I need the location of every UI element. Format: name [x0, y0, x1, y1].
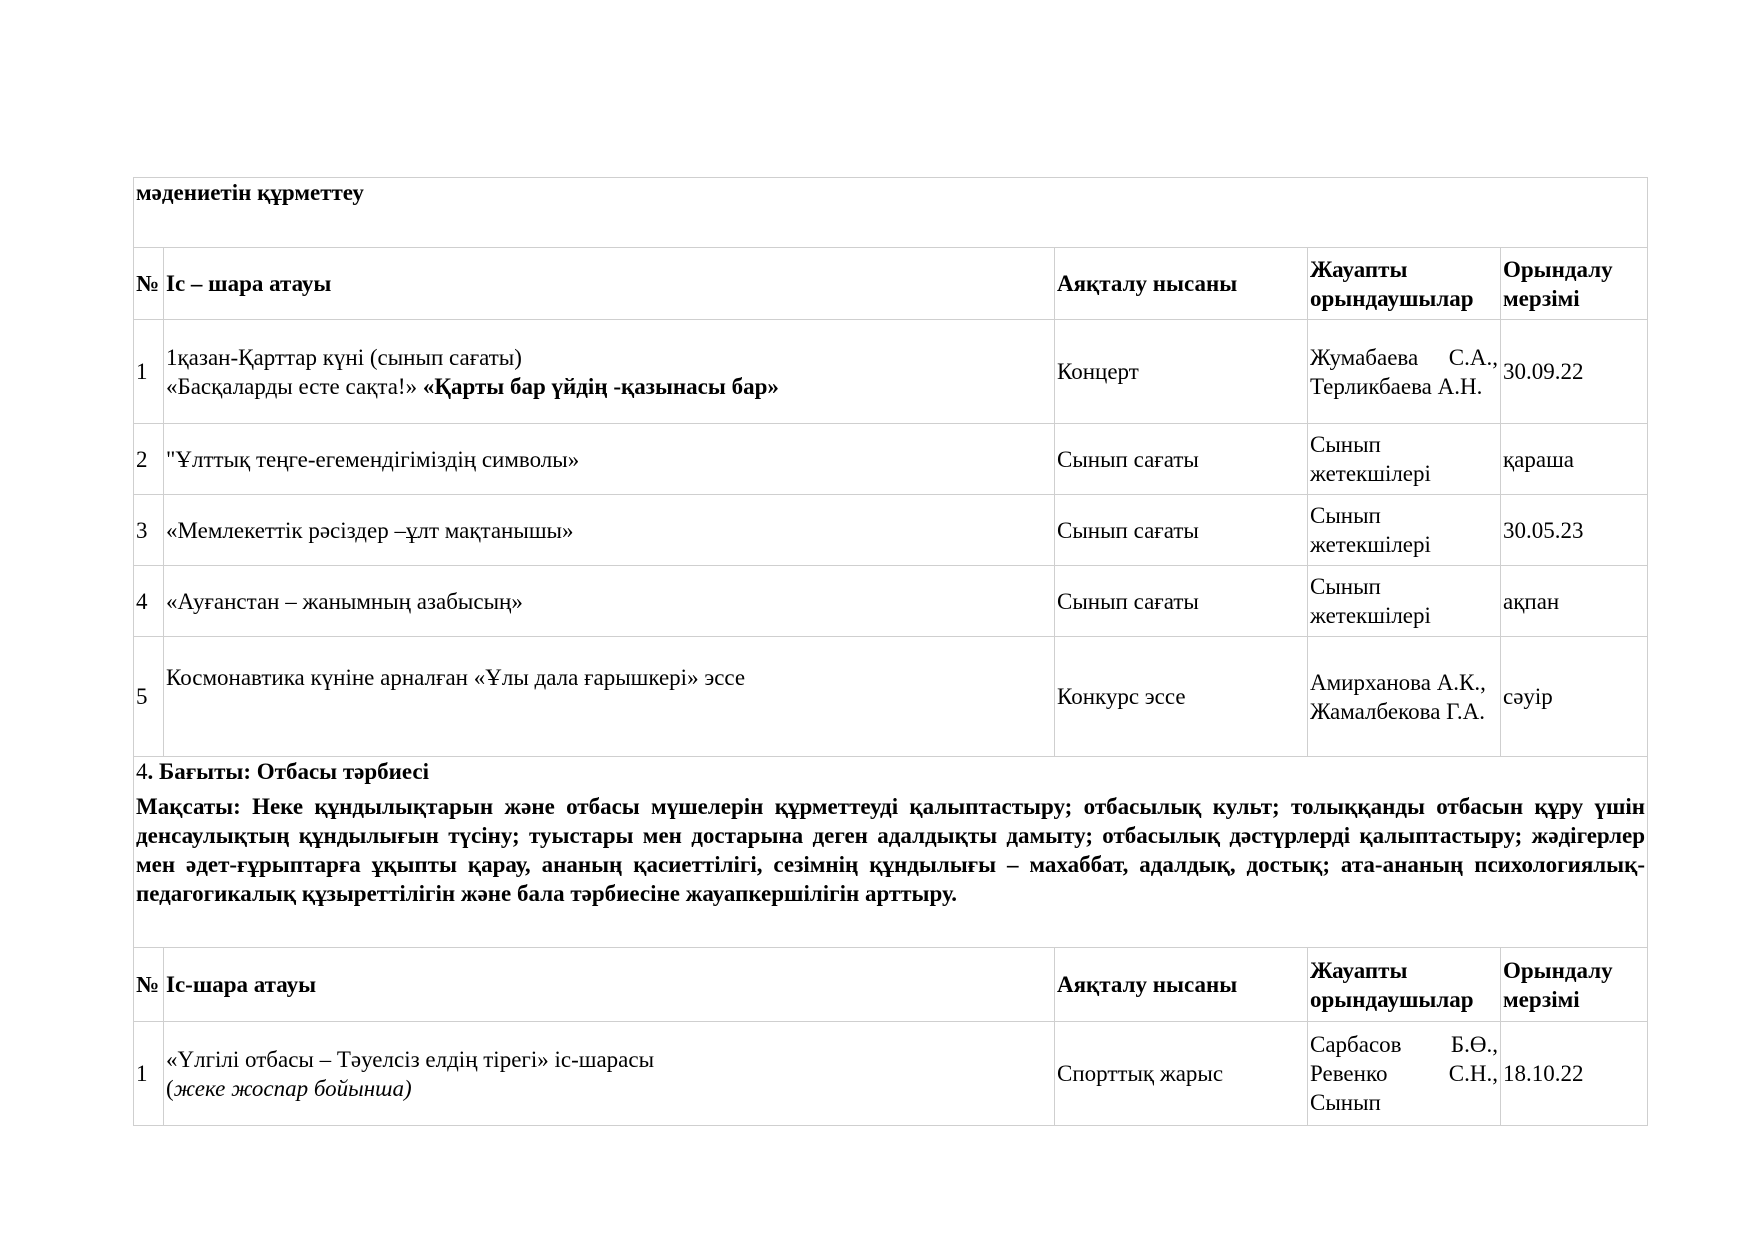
section-goal: Мақсаты: Неке құндылықтарын және отбасы мүшелерін құрметтеуді қалыптастыру; отбасылық культ; толыққанды отбасын құру үшін денсаулықтың құндылығын түсіну; туыстары мен достарына деген адалдықты дамыту; отбасылық дәстүрлерді қалыптастыру; жәдігерлер мен әдет-ғұрыптарға ұқыпты қарау, ананың қасиеттілігі, сезімнің құндылығы – махаббат, адалдық, достық; ата-ананың психологиялық-педагогикалық құзыреттілігін және бала тәрбиесіне жауапкершілігін арттыру.: [136, 794, 1646, 906]
table-row: [134, 495, 1648, 566]
section-heading-text: . Бағыты: Отбасы тәрбиесі: [147, 759, 430, 784]
deadline: 30.09.22: [1501, 320, 1648, 424]
event-title: [164, 320, 1055, 424]
deadline: қараша: [1501, 424, 1648, 495]
event-title-italic: жеке жоспар бойынша): [173, 1075, 412, 1101]
table-row: [134, 566, 1648, 637]
row-number: 4: [134, 566, 164, 637]
responsible-persons: Жумабаева С.А., Терликбаева А.Н.: [1308, 320, 1501, 424]
section-number: 4: [136, 759, 148, 784]
col-header-number: №: [134, 948, 164, 1022]
events-plan-table: [133, 177, 1648, 1126]
event-title: "Ұлттық теңге-егемендігіміздің символы»: [164, 424, 1055, 495]
deadline: 18.10.22: [1501, 1022, 1648, 1126]
section-heading: [136, 757, 1645, 786]
event-title-bold: «Қарты бар үйдің -қазынасы бар»: [422, 373, 779, 399]
event-title: [164, 1022, 1055, 1126]
event-title: «Мемлекеттік рәсіздер –ұлт мақтанышы»: [164, 495, 1055, 566]
row-number: 2: [134, 424, 164, 495]
deadline: ақпан: [1501, 566, 1648, 637]
col-header-responsible: Жауапты орындаушылар: [1308, 248, 1501, 320]
responsible-persons: Сынып жетекшілері: [1308, 424, 1501, 495]
col-header-deadline: Орындалу мерзімі: [1501, 248, 1648, 320]
responsible-persons: Сынып жетекшілері: [1308, 566, 1501, 637]
col-header-completion-form: Аяқталу нысаны: [1055, 248, 1308, 320]
table-row: [134, 424, 1648, 495]
row-number: 1: [134, 320, 164, 424]
table1-header-row: [134, 248, 1648, 320]
section-direction-row: [134, 757, 1648, 948]
completion-form: Сынып сағаты: [1055, 495, 1308, 566]
row-number: 1: [134, 1022, 164, 1126]
event-title-quote: «Басқаларды есте сақта!»: [166, 373, 418, 399]
col-header-responsible: Жауапты орындаушылар: [1308, 948, 1501, 1022]
col-header-completion-form: Аяқталу нысаны: [1055, 948, 1308, 1022]
deadline: сәуір: [1501, 637, 1648, 757]
completion-form: Спорттық жарыс: [1055, 1022, 1308, 1126]
deadline: 30.05.23: [1501, 495, 1648, 566]
responsible-persons: Сарбасов Б.Ө., Ревенко С.Н., Сынып: [1308, 1022, 1501, 1126]
section-title-tail: [134, 178, 1648, 248]
col-header-deadline: Орындалу мерзімі: [1501, 948, 1648, 1022]
event-title-line: [166, 1074, 1052, 1103]
row-number: 3: [134, 495, 164, 566]
table2-header-row: [134, 948, 1648, 1022]
col-header-number: №: [134, 248, 164, 320]
event-title-line: «Үлгілі отбасы – Тәуелсіз елдің тірегі» іс-шарасы: [166, 1046, 655, 1072]
col-header-event-title: Іс-шара атауы: [164, 948, 1055, 1022]
completion-form: Концерт: [1055, 320, 1308, 424]
event-title-line: [166, 372, 1052, 401]
responsible-persons: Сынып жетекшілері: [1308, 495, 1501, 566]
completion-form: Конкурс эссе: [1055, 637, 1308, 757]
event-title: «Ауғанстан – жанымның азабысың»: [164, 566, 1055, 637]
row-number: 5: [134, 637, 164, 757]
section-title-tail-text: мәдениетін құрметтеу: [136, 180, 364, 205]
table-row: [134, 1022, 1648, 1126]
event-title-paren: (: [166, 1075, 174, 1101]
completion-form: Сынып сағаты: [1055, 566, 1308, 637]
col-header-event-title: Іс – шара атауы: [164, 248, 1055, 320]
responsible-persons: Амирханова А.К., Жамалбекова Г.А.: [1308, 637, 1501, 757]
section-direction: [134, 757, 1648, 948]
event-title-line: 1қазан-Қарттар күні (сынып сағаты): [166, 344, 522, 370]
table-row: [134, 637, 1648, 757]
event-title: Космонавтика күніне арналған «Ұлы дала ғарышкері» эссе: [164, 637, 1055, 757]
completion-form: Сынып сағаты: [1055, 424, 1308, 495]
table-row: [134, 320, 1648, 424]
